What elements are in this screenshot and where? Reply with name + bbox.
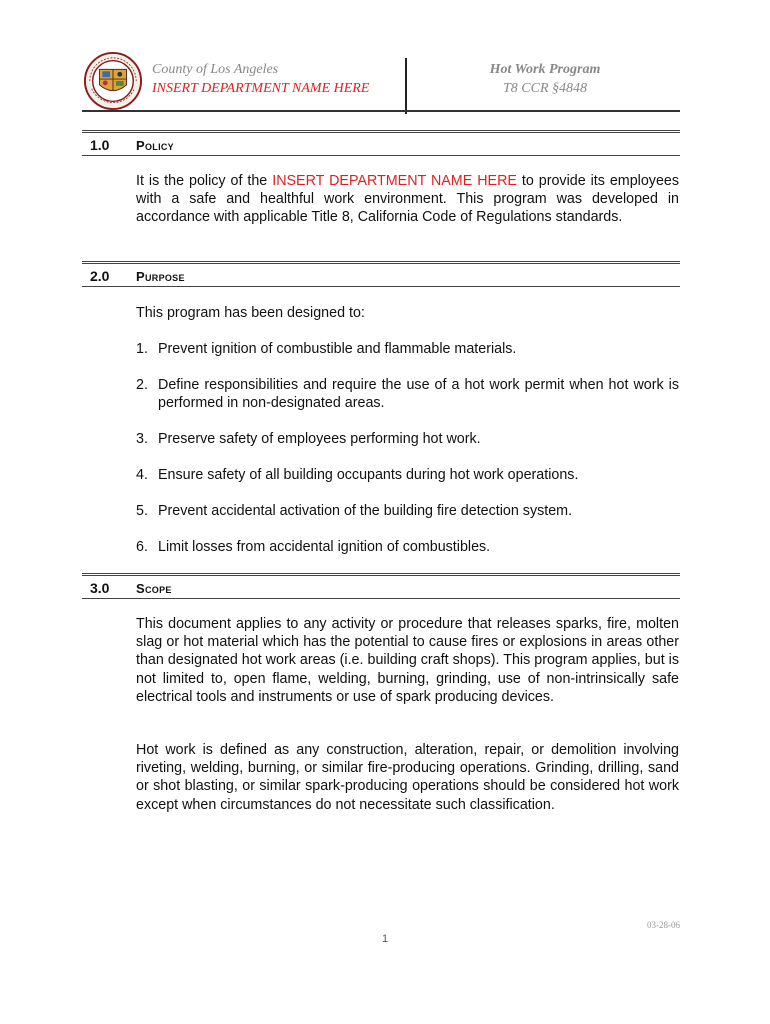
list-item-text: Ensure safety of all building occupants during hot work operations. [158,467,579,484]
program-title: Hot Work Program [489,62,601,77]
policy-text-after: to provide its employees with a safe and healthful work environment. This program was developed in accordance with applicable Title 8, California Code of Regulations standards. [136,173,679,226]
scope-paragraph-2: Hot work is defined as any construction, alteration, repair, or demolition involving riveting, welding, burning, or similar fire-producing operations. Grinding, drilling, sand or shot blasting, or similar spark-producing operations should be considered hot work except when circumstances do not necessitate such classification. [136,742,679,813]
scope-paragraph-1: This document applies to any activity or procedure that releases sparks, fire, molten slag or hot material which has the potential to cause fires or explosions in areas other than designated hot work areas (i.e. building craft shops). This program applies, but is not limited to, open flame, welding, burning, grinding, use of non-intrinsically safe electrical tools and instruments or use of spark producing devices. [136,616,679,705]
section-number: 1.0 [90,137,110,153]
header-rule [82,110,680,112]
section-heading-purpose [82,261,680,287]
document-header [82,50,680,114]
list-item [136,466,679,484]
list-item-number: 4. [136,467,148,484]
policy-paragraph [136,172,679,227]
policy-text-before: It is the policy of the [136,173,273,189]
list-item [136,538,679,556]
list-item-text: Define responsibilities and require the use of a hot work permit when hot work is performed in non-designated areas. [158,377,679,412]
list-item [136,340,679,358]
page-number: 1 [381,933,389,945]
list-item-number: 6. [136,539,148,556]
section-heading-scope [82,573,680,599]
revision-date: 03-28-06 [647,920,680,930]
list-item-number: 3. [136,431,148,448]
county-seal-icon [84,52,142,110]
header-right-block [422,60,668,98]
list-item-number: 5. [136,503,148,520]
section-title: Policy [136,138,174,153]
list-item-text: Prevent ignition of combustible and flammable materials. [158,341,517,357]
policy-department-placeholder: INSERT DEPARTMENT NAME HERE [272,173,517,189]
list-item [136,430,679,448]
header-divider [405,58,407,114]
list-item [136,376,679,412]
regulation-code: T8 CCR §4848 [502,81,587,96]
purpose-list [136,340,679,574]
list-item [136,502,679,520]
department-placeholder: INSERT DEPARTMENT NAME HERE [152,81,370,96]
list-item-text: Preserve safety of employees performing hot work. [158,431,481,448]
section-heading-policy [82,130,680,156]
section-number: 3.0 [90,580,110,596]
section-number: 2.0 [90,268,110,284]
list-item-number: 1. [136,341,148,357]
purpose-intro: This program has been designed to: [136,305,365,321]
header-left-block [152,60,369,98]
section-title: Scope [136,581,172,596]
list-item-text: Limit losses from accidental ignition of combustibles. [158,539,491,556]
county-name: County of Los Angeles [152,62,279,77]
list-item-text: Prevent accidental activation of the building fire detection system. [158,503,573,520]
section-title: Purpose [136,269,185,284]
list-item-number: 2. [136,377,148,393]
